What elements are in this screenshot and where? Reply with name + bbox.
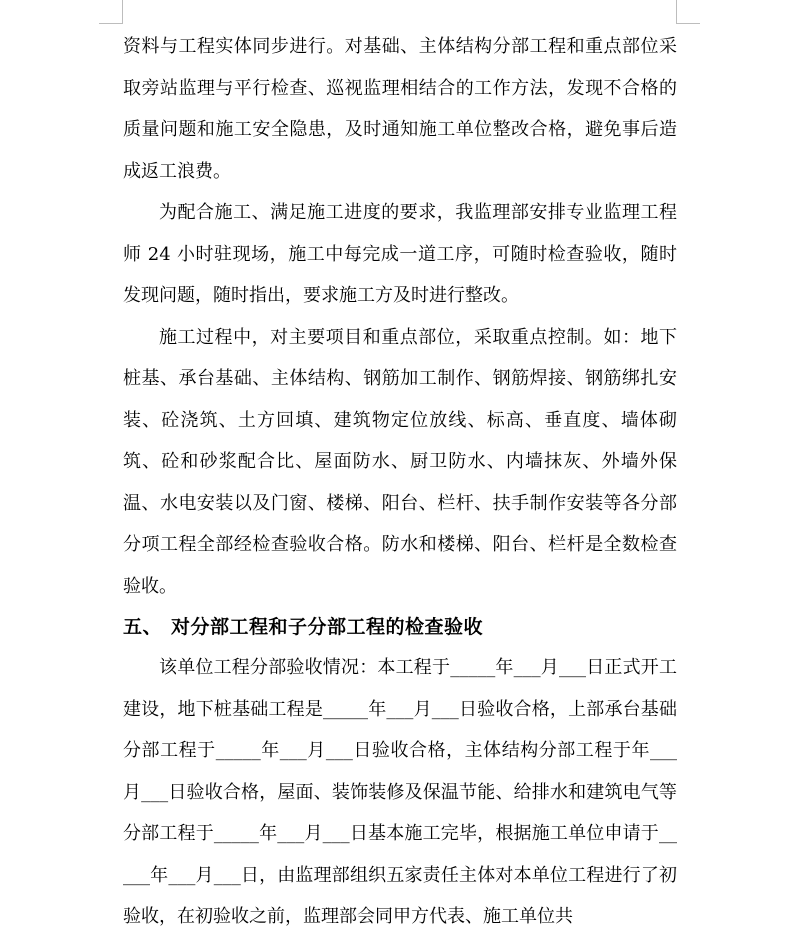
page-corner-mark-top-left: [99, 0, 123, 24]
section-number: 五、: [123, 616, 163, 638]
paragraph-supervision-method: 资料与工程实体同步进行。对基础、主体结构分部工程和重点部位采取旁站监理与平行检查、巡视监理相结合的工作方法，发现不合格的质量问题和施工安全隐患，及时通知施工单位整改合格，避免事后造成返工浪费。: [123, 36, 677, 182]
paragraph-acceptance-status: 该单位工程分部验收情况：本工程于_____年___月___日正式开工建设，地下桩基础工程是_____年___月___日验收合格，上部承台基础分部工程于_____年___月___日验收合格，主体结构分部工程于年___月___日验收合格，屋面、装饰装修及保温节能、给排水和建筑电气等分部工程于_____年___月___日基本施工完毕，根据施工单位申请于_____年___月___日，由监理部组织五家责任主体对本单位工程进行了初验收，在初验收之前，监理部会同甲方代表、施工单位共: [123, 657, 677, 927]
paragraph-on-site-staff: 为配合施工、满足施工进度的要求，我监理部安排专业监理工程师 24 小时驻现场，施工中每完成一道工序，可随时检查验收，随时发现问题，随时指出，要求施工方及时进行整改。: [123, 202, 677, 306]
document-page: [123, 26, 677, 938]
page-corner-mark-top-right: [676, 0, 700, 24]
paragraph-key-control: 施工过程中，对主要项目和重点部位，采取重点控制。如：地下桩基、承台基础、主体结构、钢筋加工制作、钢筋焊接、钢筋绑扎安装、砼浇筑、土方回填、建筑物定位放线、标高、垂直度、墙体砌筑、砼和砂浆配合比、屋面防水、厨卫防水、内墙抹灰、外墙外保温、水电安装以及门窗、楼梯、阳台、栏杆、扶手制作安装等各分部分项工程全部经检查验收合格。防水和楼梯、阳台、栏杆是全数检查验收。: [123, 326, 677, 597]
section-heading: [123, 607, 677, 647]
section-title: 对分部工程和子分部工程的检查验收: [171, 616, 484, 638]
